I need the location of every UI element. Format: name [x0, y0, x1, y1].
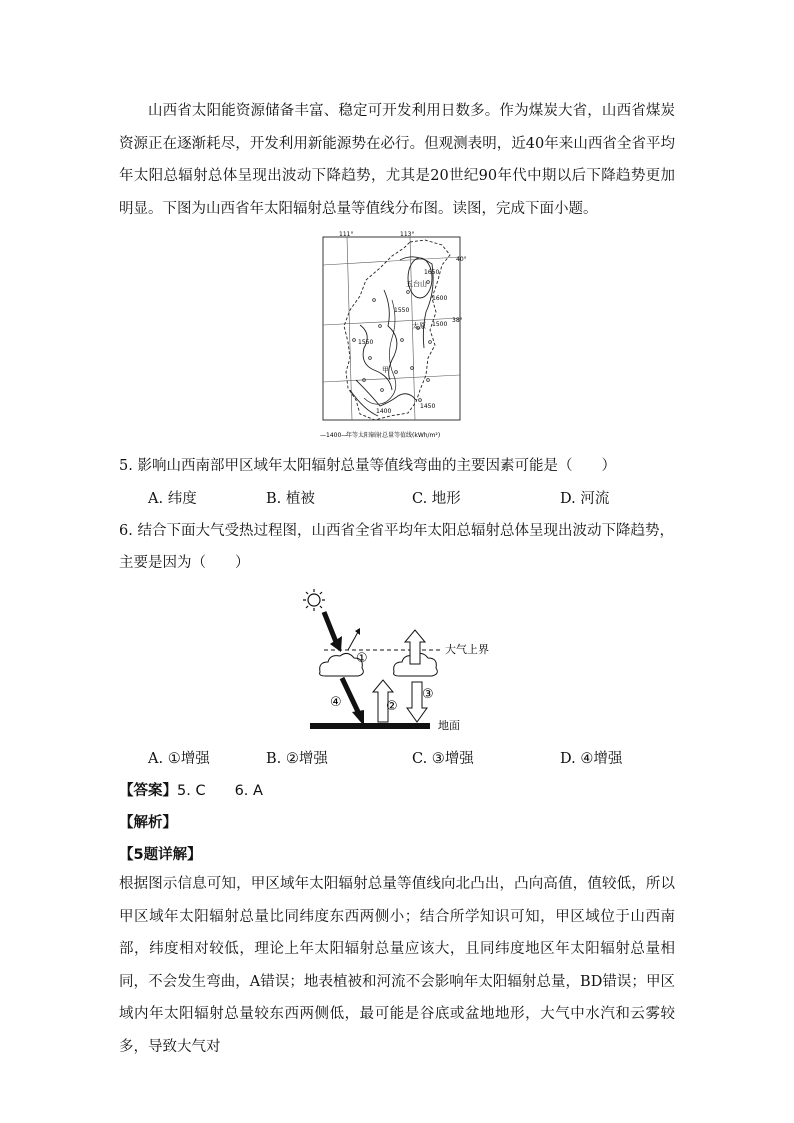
place-taiyuan: 太原: [412, 322, 426, 330]
q5-option-c[interactable]: C. 地形: [412, 491, 461, 507]
analysis-label: 【解析】: [119, 815, 177, 831]
label-ground: 地面: [438, 719, 460, 732]
isoline-label: 1550: [358, 339, 374, 346]
lon-label-113: 113°: [400, 231, 415, 238]
q5-option-d[interactable]: D. 河流: [560, 491, 610, 507]
isoline-label: 1650: [424, 269, 440, 276]
answer-text: 5. C 6. A: [177, 783, 263, 799]
legend-text: 年等太阳辐射总量等值线(kWh/m²): [346, 432, 441, 439]
place-jia: 甲: [382, 366, 389, 374]
marker-4: ④: [330, 695, 342, 710]
lat-label-38: 38°: [452, 317, 463, 324]
place-wutaishan: 五台山: [406, 280, 427, 288]
marker-3: ③: [422, 687, 434, 702]
isoline-label: 1600: [432, 295, 448, 302]
question-6-stem: 6. 结合下面大气受热过程图，山西省全省平均年太阳总辐射总体呈现出波动下降趋势，主要是因为（ ）: [119, 523, 674, 571]
sun-icon: [303, 589, 325, 611]
legend-symbol: —1400—: [320, 432, 348, 439]
q6-option-b[interactable]: B. ②增强: [266, 751, 328, 767]
isoline-label: 1400: [376, 408, 392, 415]
question-6-options: [148, 747, 668, 771]
answer-label: 【答案】: [119, 783, 177, 799]
explanation-paragraph: 根据图示信息可知，甲区域年太阳辐射总量等值线向北凸出，凸向高值，值较低，所以甲区域年太阳辐射总量比同纬度东西两侧小；结合所学知识可知，甲区域位于山西南部，纬度相对较低，理论上年太阳辐射总量应该大，且同纬度地区年太阳辐射总量相同，不会发生弯曲，A错误；地表植被和河流不会影响年太阳辐射总量，BD错误；甲区域内年太阳辐射总量较东西两侧低，最可能是谷底或盆地地形，大气中水汽和云雾较多，导致大气对: [119, 876, 675, 1055]
province-border: [344, 240, 450, 420]
q6-option-a[interactable]: A. ①增强: [148, 751, 210, 767]
q5-detail-label: 【5题详解】: [119, 847, 202, 863]
q5-option-b[interactable]: B. 植被: [266, 491, 315, 507]
marker-2: ②: [386, 699, 398, 714]
question-5-stem: 5. 影响山西南部甲区域年太阳辐射总量等值线弯曲的主要因素可能是（ ）: [119, 458, 616, 474]
isoline-label: 1550: [394, 307, 410, 314]
marker-1: ①: [356, 651, 368, 666]
question-5-options: [148, 487, 668, 511]
lon-label-111: 111°: [339, 231, 354, 238]
answer-line: [119, 779, 263, 800]
q5-option-a[interactable]: A. 纬度: [148, 491, 197, 507]
isoline-label: 1500: [432, 321, 448, 328]
atmosphere-heating-diagram: [298, 586, 510, 734]
solar-radiation-isoline-map: [320, 230, 476, 445]
label-upper-atmosphere: 大气上界: [445, 643, 489, 656]
isoline-label: 1450: [420, 403, 436, 410]
intro-paragraph: 山西省太阳能资源储备丰富、稳定可开发利用日数多。作为煤炭大省，山西省煤炭资源正在逐渐耗尽，开发利用新能源势在必行。但观测表明，近40年来山西省全省平均年太阳总辐射总体呈现出波动下降趋势，尤其是20世纪90年代中期以后下降趋势更加明显。下图为山西省年太阳辐射总量等值线分布图。读图，完成下面小题。: [119, 103, 675, 217]
q6-option-d[interactable]: D. ④增强: [560, 751, 623, 767]
lat-label-40: 40°: [456, 256, 467, 263]
q6-option-c[interactable]: C. ③增强: [412, 751, 474, 767]
